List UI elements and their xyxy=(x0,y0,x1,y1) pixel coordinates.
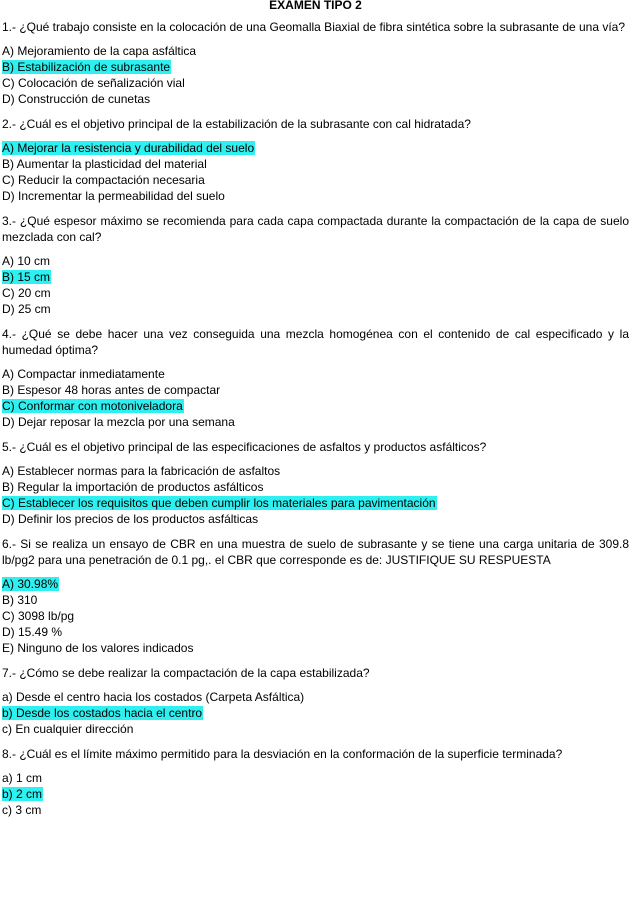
answer-option-label: D) 15.49 % xyxy=(2,625,63,639)
answer-option-label: a) Desde el centro hacia los costados (Carpeta Asfáltica) xyxy=(2,690,305,704)
question-text: 5.- ¿Cuál es el objetivo principal de las especificaciones de asfaltos y productos asfálticos? xyxy=(2,440,487,454)
answer-option-label: B) Espesor 48 horas antes de compactar xyxy=(2,383,221,397)
question-text: 3.- ¿Qué espesor máximo se recomienda para cada capa compactada durante la compactación de la capa de suelo mezclada con cal? xyxy=(2,214,629,244)
answer-option-label: C) Reducir la compactación necesaria xyxy=(2,173,205,187)
answer-option-label: D) Incrementar la permeabilidad del suelo xyxy=(2,189,225,203)
answer-option-label: B) Regular la importación de productos asfálticos xyxy=(2,480,264,494)
answer-option xyxy=(2,382,629,398)
answer-option-label: A) Establecer normas para la fabricación de asfaltos xyxy=(2,464,281,478)
answer-option xyxy=(2,253,629,269)
answer-option-highlighted xyxy=(2,705,629,721)
answer-option xyxy=(2,463,629,479)
answer-option-label: A) Compactar inmediatamente xyxy=(2,367,165,381)
answer-option xyxy=(2,43,629,59)
answer-option-label: c) 3 cm xyxy=(2,803,42,817)
answer-option xyxy=(2,770,629,786)
question-block xyxy=(2,213,629,317)
answer-option xyxy=(2,624,629,640)
answer-option xyxy=(2,640,629,656)
answer-option xyxy=(2,301,629,317)
question-block xyxy=(2,326,629,430)
answer-option xyxy=(2,75,629,91)
answer-option-label: c) En cualquier dirección xyxy=(2,722,134,736)
answer-option-label: D) Dejar reposar la mezcla por una semana xyxy=(2,415,235,429)
answer-option-label: B) 15 cm xyxy=(2,270,51,284)
question-block xyxy=(2,19,629,107)
answer-option xyxy=(2,479,629,495)
question-text: 1.- ¿Qué trabajo consiste en la colocación de una Geomalla Biaxial de fibra sintética sobre la subrasante de una vía? xyxy=(2,20,626,34)
answer-option-label: a) 1 cm xyxy=(2,771,43,785)
answer-option-label: b) Desde los costados hacia el centro xyxy=(2,706,203,720)
answer-option xyxy=(2,172,629,188)
answer-option xyxy=(2,592,629,608)
answer-option xyxy=(2,156,629,172)
answer-option-highlighted xyxy=(2,786,629,802)
question-block xyxy=(2,536,629,656)
answer-option-label: b) 2 cm xyxy=(2,787,43,801)
answer-option xyxy=(2,91,629,107)
answer-option-label: E) Ninguno de los valores indicados xyxy=(2,641,194,655)
answer-option-highlighted xyxy=(2,140,629,156)
answer-option xyxy=(2,608,629,624)
question-text: 7.- ¿Cómo se debe realizar la compactación de la capa estabilizada? xyxy=(2,666,370,680)
answer-option-label: C) Establecer los requisitos que deben cumplir los materiales para pavimentación xyxy=(2,496,436,510)
answer-option-label: D) Construcción de cunetas xyxy=(2,92,151,106)
answer-option-label: D) Definir los precios de los productos asfálticas xyxy=(2,512,259,526)
answer-option-label: A) 30.98% xyxy=(2,577,59,591)
answer-option xyxy=(2,721,629,737)
answer-option xyxy=(2,366,629,382)
answer-option xyxy=(2,689,629,705)
question-text: 4.- ¿Qué se debe hacer una vez conseguida una mezcla homogénea con el contenido de cal especificado y la humedad óptima? xyxy=(2,327,629,357)
answer-option-label: A) Mejoramiento de la capa asfáltica xyxy=(2,44,197,58)
question-text: 6.- Si se realiza un ensayo de CBR en una muestra de suelo de subrasante y se tiene una carga unitaria de 309.8 lb/pg2 para una penetración de 0.1 pg,. el CBR que corresponde es de: JUSTIFIQUE SU RESPUESTA xyxy=(2,537,629,567)
answer-option-label: C) Colocación de señalización vial xyxy=(2,76,185,90)
question-block xyxy=(2,665,629,737)
exam-title: EXAMEN TIPO 2 xyxy=(269,0,362,12)
answer-option-highlighted xyxy=(2,59,629,75)
question-block xyxy=(2,439,629,527)
question-block xyxy=(2,746,629,818)
answer-option-label: C) 3098 lb/pg xyxy=(2,609,75,623)
answer-option-label: B) Estabilización de subrasante xyxy=(2,60,171,74)
answer-option-label: A) Mejorar la resistencia y durabilidad del suelo xyxy=(2,141,255,155)
answer-option xyxy=(2,188,629,204)
answer-option-highlighted xyxy=(2,398,629,414)
answer-option-highlighted xyxy=(2,495,629,511)
question-list xyxy=(2,19,629,818)
answer-option-label: C) Conformar con motoniveladora xyxy=(2,399,183,413)
answer-option-highlighted xyxy=(2,269,629,285)
question-text: 2.- ¿Cuál es el objetivo principal de la estabilización de la subrasante con cal hidratada? xyxy=(2,117,471,131)
question-block xyxy=(2,116,629,204)
answer-option-highlighted xyxy=(2,576,629,592)
question-text: 8.- ¿Cuál es el límite máximo permitido para la desviación en la conformación de la superficie terminada? xyxy=(2,747,563,761)
answer-option-label: D) 25 cm xyxy=(2,302,51,316)
answer-option xyxy=(2,414,629,430)
answer-option-label: A) 10 cm xyxy=(2,254,51,268)
answer-option xyxy=(2,285,629,301)
answer-option-label: C) 20 cm xyxy=(2,286,51,300)
answer-option-label: B) 310 xyxy=(2,593,38,607)
answer-option-label: B) Aumentar la plasticidad del material xyxy=(2,157,207,171)
answer-option xyxy=(2,511,629,527)
answer-option xyxy=(2,802,629,818)
